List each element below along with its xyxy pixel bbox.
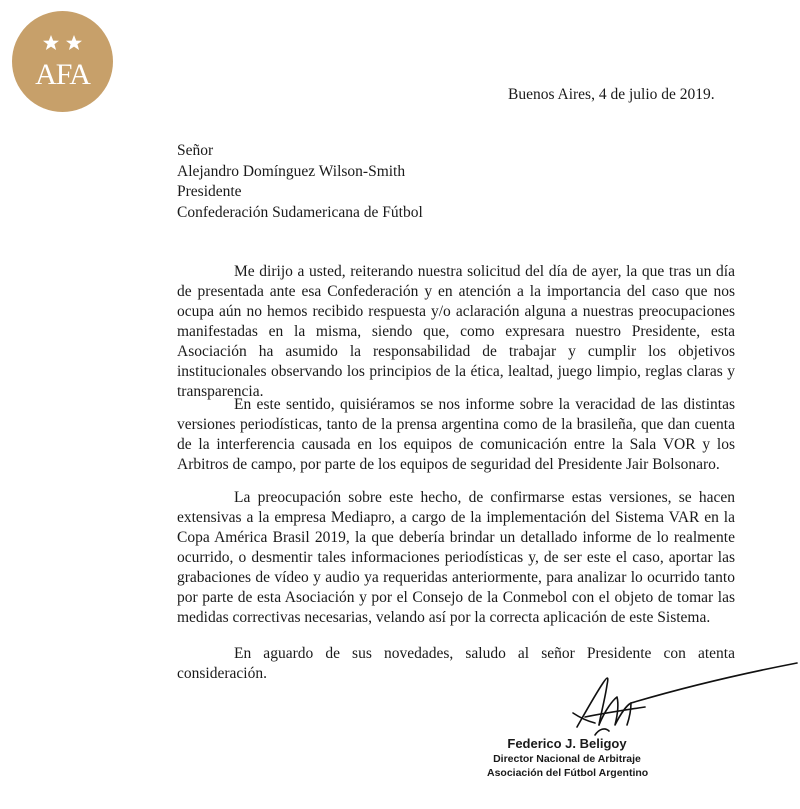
paragraph-3: La preocupación sobre este hecho, de confirmarse estas versiones, se hacen extensivas a la empresa Mediapro, a cargo de la implementación del Sistema VAR en la Copa América Brasil 2019, la que debería brindar un detallado informe de lo realmente ocurrido, o desmentir tales informaciones periodísticas y, de ser este el caso, aportar las grabaciones de vídeo y audio ya requeridas anteriormente, para analizar lo ocurrido tanto por parte de esta Asociación y por el Consejo de la Conmebol con el objeto de tomar las medidas correctivas necesarias, velando así por la correcta aplicación de este Sistema. — [177, 489, 735, 626]
addressee-name: Alejandro Domínguez Wilson-Smith — [177, 162, 406, 180]
addressee-organization: Confederación Sudamericana de Fútbol — [177, 203, 423, 221]
addressee-title: Presidente — [177, 183, 242, 200]
paragraph-1: Me dirijo a usted, reiterando nuestra solicitud del día de ayer, la que tras un día de presentada ante esa Confederación y en atención a la importancia del caso que nos ocupa aún no hemos recibido respuesta y/o aclaración alguna a nuestras preocupaciones manifestadas en la misma, siendo que, como expresara nuestro Presidente, esta Asociación ha asumido la responsabilidad de trabajar y cumplir los objetivos institucionales observando los principios de la ética, lealtad, juego limpio, reglas claras y transparencia. — [177, 263, 735, 400]
signer-name: Federico J. Beligoy — [507, 736, 627, 751]
signer-organization: Asociación del Fútbol Argentino — [487, 767, 649, 779]
addressee-block — [177, 141, 423, 223]
logo-monogram: AFA — [35, 58, 90, 91]
afa-logo — [12, 11, 113, 112]
salutation: Señor — [177, 142, 214, 159]
paragraph-4: En aguardo de sus novedades, saludo al señor Presidente con atenta consideración. — [177, 645, 735, 682]
paragraph-2: En este sentido, quisiéramos se nos informe sobre la veracidad de las distintas versiones periodísticas, tanto de la prensa argentina como de la brasileña, que dan cuenta de la interferencia causada en los equipos de comunicación entre la Sala VOR y los Arbitros de campo, por parte de los equipos de seguridad del Presidente Jair Bolsonaro. — [177, 396, 735, 473]
signer-block — [487, 736, 647, 780]
signer-role: Director Nacional de Arbitraje — [493, 753, 641, 765]
letter-date: Buenos Aires, 4 de julio de 2019. — [508, 86, 715, 103]
